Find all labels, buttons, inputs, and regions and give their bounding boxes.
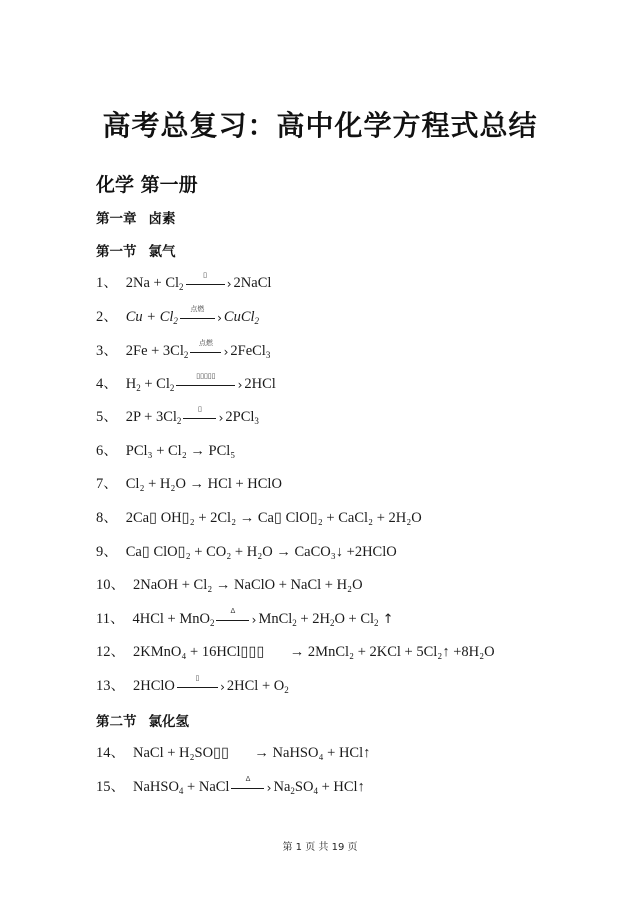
reaction-condition: Δ	[245, 774, 251, 783]
reactants: 2HClO	[133, 678, 175, 694]
subscript: 3	[265, 350, 271, 360]
equation-number: 10、	[96, 577, 125, 593]
equation-10	[96, 575, 363, 595]
equation-1	[96, 270, 272, 293]
equation-number: 6、	[96, 443, 118, 459]
equation-2	[96, 304, 260, 327]
subscript: 2	[176, 416, 182, 426]
reaction-condition: 点燃	[198, 338, 213, 347]
reaction-condition: ▯▯▯▯▯	[196, 371, 216, 380]
equation-number: 11、	[96, 611, 125, 627]
equation-4	[96, 371, 276, 394]
equation-text: Ca▯ ClO▯₂ + CO₂ + H₂O → CaCO₃↓ +2HClO	[125, 544, 397, 560]
subscript: 3	[254, 416, 259, 426]
equation-number: 2、	[96, 309, 118, 325]
section-name: 氯化氢	[148, 714, 189, 730]
chapter-heading	[96, 207, 176, 227]
equation-number: 7、	[96, 476, 118, 492]
equation-number: 5、	[96, 409, 118, 425]
reaction-arrow-icon: ▯ ›	[177, 677, 225, 697]
reactants: 4HCl + MnO	[132, 611, 210, 627]
equation-number: 15、	[96, 779, 125, 795]
equation-6	[96, 441, 235, 461]
products: MnCl	[258, 611, 293, 627]
equation-8	[96, 508, 422, 528]
reactants: 2P + 3Cl	[125, 409, 177, 425]
subscript: 2	[173, 316, 178, 326]
page-footer: 第 1 页 共 19 页	[282, 842, 358, 853]
reactants: H	[125, 376, 137, 392]
equation-text: NaCl + H₂SO▯▯ → NaHSO₄ + HCl↑	[133, 745, 371, 761]
equation-number: 12、	[96, 644, 125, 660]
equation-number: 4、	[96, 376, 118, 392]
reaction-condition: Δ	[230, 606, 236, 615]
equation-text: 2KMnO₄ + 16HCl▯▯▯ → 2MnCl₂ + 2KCl + 5Cl₂↑ +8H₂O	[133, 644, 495, 660]
products: 2HCl + O	[226, 678, 285, 694]
equation-number: 3、	[96, 343, 118, 359]
section-heading-2	[96, 710, 189, 730]
equation-text: 2NaOH + Cl₂ → NaClO + NaCl + H₂O	[133, 577, 363, 593]
equation-text: Cl₂ + H₂O → HCl + HClO	[125, 476, 282, 492]
equation-text: PCl₃ + Cl₂ → PCl₅	[125, 443, 236, 459]
equation-12	[96, 642, 495, 662]
reaction-condition: ▯	[195, 673, 200, 682]
products: SO	[294, 779, 314, 795]
reactants: + Cl	[140, 376, 170, 392]
products: CuCl	[223, 309, 255, 325]
subscript: 2	[292, 618, 297, 628]
section-label: 第一节	[96, 244, 137, 260]
equation-number: 13、	[96, 678, 125, 694]
products: 2NaCl	[233, 275, 272, 291]
products: O + Cl	[334, 611, 375, 627]
equation-11	[96, 606, 394, 629]
book-title: 化学 第一册	[96, 174, 198, 196]
subscript: 2	[169, 383, 175, 393]
products: + 2H	[296, 611, 330, 627]
equation-number: 8、	[96, 510, 118, 526]
chapter-name: 卤素	[148, 211, 176, 227]
subscript: 4	[313, 786, 318, 796]
subscript: 2	[254, 316, 260, 326]
products: 2HCl	[244, 376, 276, 392]
reactants: 2Na + Cl	[125, 275, 180, 291]
reaction-arrow-icon: 点燃 ›	[190, 342, 228, 362]
section-label: 第二节	[96, 714, 137, 730]
equation-7	[96, 474, 282, 494]
page-title: 高考总复习：高中化学方程式总结	[102, 109, 538, 142]
equation-14	[96, 743, 370, 763]
equation-9	[96, 542, 397, 562]
chapter-label: 第一章	[96, 211, 137, 227]
equation-5	[96, 404, 259, 427]
subscript: 2	[209, 618, 215, 628]
subscript: 2	[284, 685, 289, 695]
products: + HCl↑	[317, 779, 365, 795]
subscript: 2	[374, 618, 379, 628]
products: 2FeCl	[230, 343, 266, 359]
equation-13	[96, 673, 289, 696]
reactants: NaHSO	[133, 779, 179, 795]
subscript: 2	[136, 383, 141, 393]
reaction-arrow-icon: ▯▯▯▯▯ ›	[176, 375, 242, 395]
reaction-arrow-icon: ▯ ›	[186, 274, 232, 294]
products: 2PCl	[225, 409, 255, 425]
reaction-condition: 点燃	[190, 304, 205, 313]
reaction-condition: ▯	[203, 270, 207, 279]
products: Na	[273, 779, 291, 795]
reactants: Cu + Cl	[125, 309, 174, 325]
gas-arrow-icon: ↑	[378, 612, 394, 627]
equation-number: 14、	[96, 745, 125, 761]
subscript: 2	[290, 786, 295, 796]
subscript: 2	[179, 282, 184, 292]
reaction-condition: ▯	[197, 404, 202, 413]
equation-15	[96, 774, 365, 797]
section-name: 氯气	[148, 244, 176, 260]
equation-number: 1、	[96, 275, 118, 291]
reaction-arrow-icon: 点燃 ›	[180, 308, 222, 328]
reaction-arrow-icon: Δ ›	[231, 778, 271, 798]
subscript: 4	[178, 786, 184, 796]
section-heading-1	[96, 240, 176, 260]
reaction-arrow-icon: Δ ›	[216, 610, 256, 630]
subscript: 2	[329, 618, 335, 628]
reactants: + NaCl	[183, 779, 230, 795]
equation-3	[96, 338, 271, 361]
equation-number: 9、	[96, 544, 118, 560]
subscript: 2	[183, 350, 189, 360]
equation-text: 2Ca▯ OH▯₂ + 2Cl₂ → Ca▯ ClO▯₂ + CaCl₂ + 2H₂O	[125, 510, 422, 526]
reactants: 2Fe + 3Cl	[125, 343, 184, 359]
reaction-arrow-icon: ▯ ›	[183, 408, 223, 428]
